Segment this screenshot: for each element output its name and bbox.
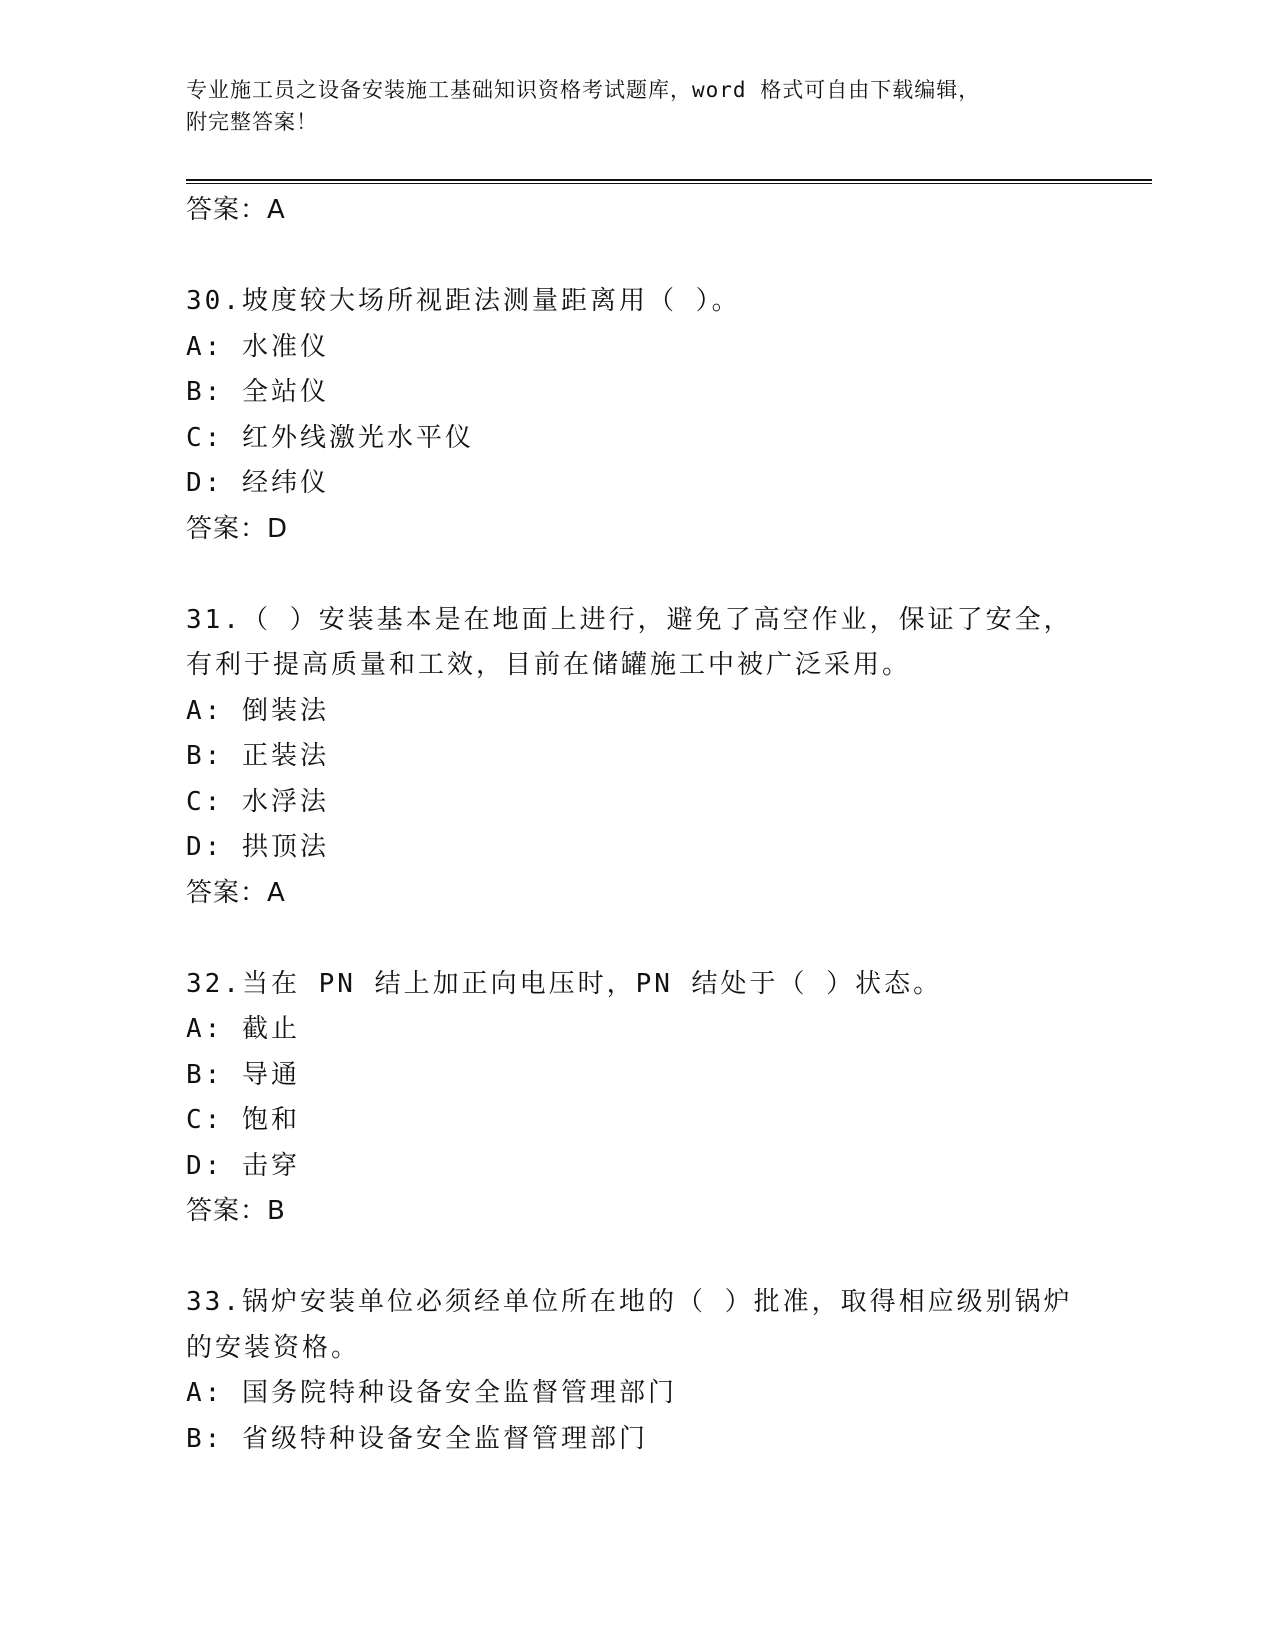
answer-line: 答案：A bbox=[186, 877, 286, 908]
answer-line: 答案：D bbox=[186, 513, 289, 544]
question-text-continued: 的安装资格。 bbox=[186, 1332, 361, 1363]
question-block bbox=[186, 598, 1152, 917]
option-c: C: 红外线激光水平仪 bbox=[186, 422, 474, 453]
answer-line: 答案：A bbox=[186, 195, 286, 225]
option-c: C: 水浮法 bbox=[186, 786, 329, 817]
header-rule-thick bbox=[186, 179, 1152, 181]
option-d: D: 击穿 bbox=[186, 1150, 300, 1181]
option-d: D: 拱顶法 bbox=[186, 832, 329, 862]
question-text: 31.（ ）安装基本是在地面上进行，避免了高空作业，保证了安全， bbox=[186, 604, 1073, 635]
question-block bbox=[186, 279, 1152, 552]
option-b: B: 全站仪 bbox=[186, 377, 329, 407]
question-text: 30.坡度较大场所视距法测量距离用（ ）。 bbox=[186, 286, 741, 316]
header-rule-thin bbox=[186, 183, 1152, 184]
option-a: A: 截止 bbox=[186, 1014, 300, 1044]
question-text: 33.锅炉安装单位必须经单位所在地的（ ）批准，取得相应级别锅炉 bbox=[186, 1287, 1073, 1317]
question-block bbox=[186, 962, 1152, 1235]
option-a: A: 倒装法 bbox=[186, 695, 329, 726]
option-b: B: 导通 bbox=[186, 1059, 300, 1090]
question-block bbox=[186, 1280, 1152, 1462]
option-c: C: 饱和 bbox=[186, 1105, 300, 1135]
option-b: B: 省级特种设备安全监督管理部门 bbox=[186, 1423, 648, 1454]
page-header: 专业施工员之设备安装施工基础知识资格考试题库，word 格式可自由下载编辑， 附完整答案！ bbox=[186, 78, 981, 134]
question-text: 32.当在 PN 结上加正向电压时，PN 结处于（ ）状态。 bbox=[186, 968, 943, 999]
option-b: B: 正装法 bbox=[186, 741, 329, 771]
question-text-continued: 有利于提高质量和工效，目前在储罐施工中被广泛采用。 bbox=[186, 650, 912, 680]
answer-line: 答案：B bbox=[186, 1196, 286, 1226]
option-a: A: 国务院特种设备安全监督管理部门 bbox=[186, 1378, 677, 1408]
option-d: D: 经纬仪 bbox=[186, 468, 329, 498]
option-a: A: 水准仪 bbox=[186, 331, 329, 362]
question-list bbox=[186, 188, 1152, 1462]
